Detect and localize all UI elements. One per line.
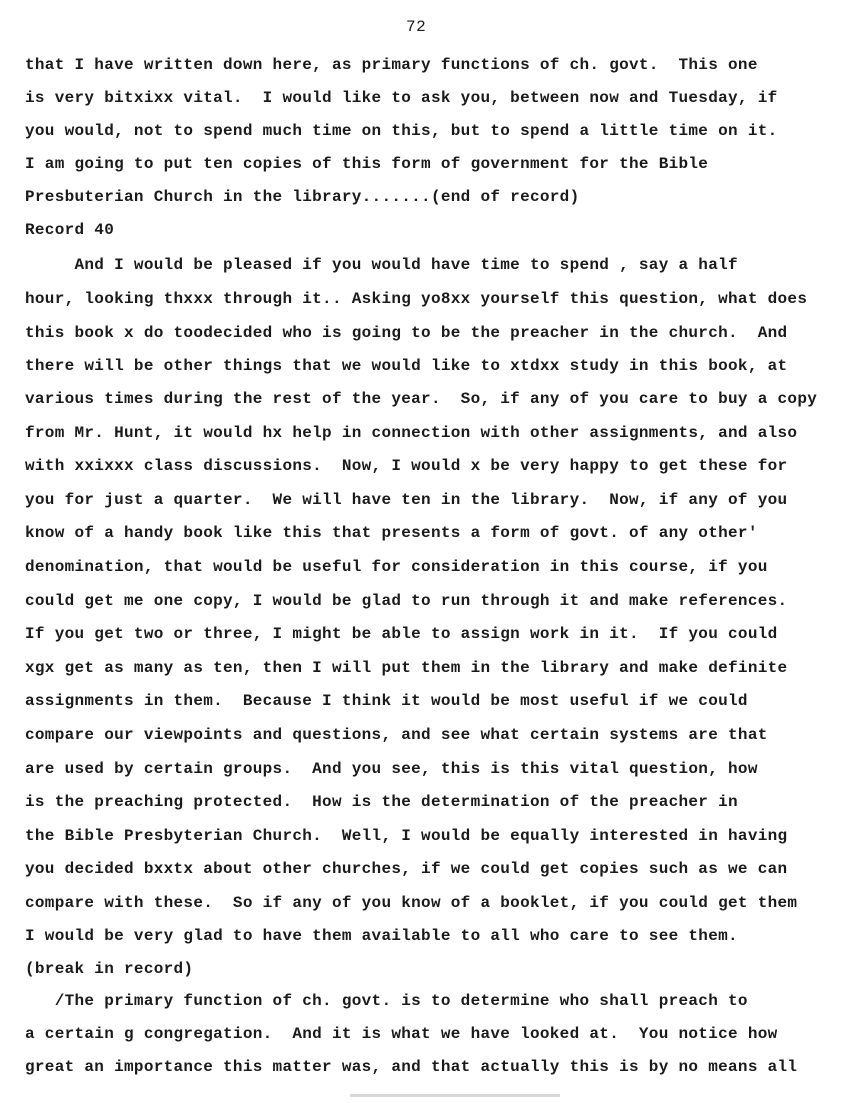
text-line: you decided bxxtx about other churches, if we could get copies such as we can — [25, 860, 788, 878]
text-line: /The primary function of ch. govt. is to determine who shall preach to — [25, 992, 748, 1010]
text-line: If you get two or three, I might be able to assign work in it. If you could — [25, 625, 778, 643]
text-line: hour, looking thxxx through it.. Asking yo8xx yourself this question, what does — [25, 290, 808, 308]
text-line: could get me one copy, I would be glad to run through it and make references. — [25, 592, 788, 610]
text-line: And I would be pleased if you would have time to spend , say a half — [25, 256, 738, 274]
text-line: that I have written down here, as primary functions of ch. govt. This one — [25, 56, 758, 74]
text-line: there will be other things that we would like to xtdxx study in this book, at — [25, 357, 788, 375]
text-line: various times during the rest of the year. So, if any of you care to buy a copy — [25, 390, 818, 408]
text-line: with xxixxx class discussions. Now, I would x be very happy to get these for — [25, 457, 788, 475]
text-line: (break in record) — [25, 960, 194, 978]
text-line: is very bitxixx vital. I would like to ask you, between now and Tuesday, if — [25, 89, 778, 107]
text-line: you would, not to spend much time on this, but to spend a little time on it. — [25, 122, 778, 140]
text-line: a certain g congregation. And it is what we have looked at. You notice how — [25, 1025, 778, 1043]
text-line: from Mr. Hunt, it would hx help in connection with other assignments, and also — [25, 424, 798, 442]
text-line: this book x do toodecided who is going to be the preacher in the church. And — [25, 324, 788, 342]
scan-artifact — [350, 1094, 560, 1097]
text-line: assignments in them. Because I think it would be most useful if we could — [25, 692, 748, 710]
record-heading: Record 40 — [25, 221, 115, 239]
text-line: the Bible Presbyterian Church. Well, I would be equally interested in having — [25, 827, 788, 845]
text-line: compare our viewpoints and questions, and see what certain systems are that — [25, 726, 768, 744]
text-line: Presbuterian Church in the library.......(end of record) — [25, 188, 580, 206]
page-number: 72 — [406, 18, 427, 36]
text-line: denomination, that would be useful for consideration in this course, if you — [25, 558, 768, 576]
text-line: is the preaching protected. How is the determination of the preacher in — [25, 793, 738, 811]
text-line: xgx get as many as ten, then I will put them in the library and make definite — [25, 659, 788, 677]
text-line: I am going to put ten copies of this form of government for the Bible — [25, 155, 709, 173]
text-line: are used by certain groups. And you see, this is this vital question, how — [25, 760, 758, 778]
text-line: I would be very glad to have them available to all who care to see them. — [25, 927, 738, 945]
text-line: you for just a quarter. We will have ten in the library. Now, if any of you — [25, 491, 788, 509]
text-line: compare with these. So if any of you know of a booklet, if you could get them — [25, 894, 798, 912]
text-line: great an importance this matter was, and that actually this is by no means all — [25, 1058, 798, 1076]
text-line: know of a handy book like this that presents a form of govt. of any other' — [25, 524, 758, 542]
